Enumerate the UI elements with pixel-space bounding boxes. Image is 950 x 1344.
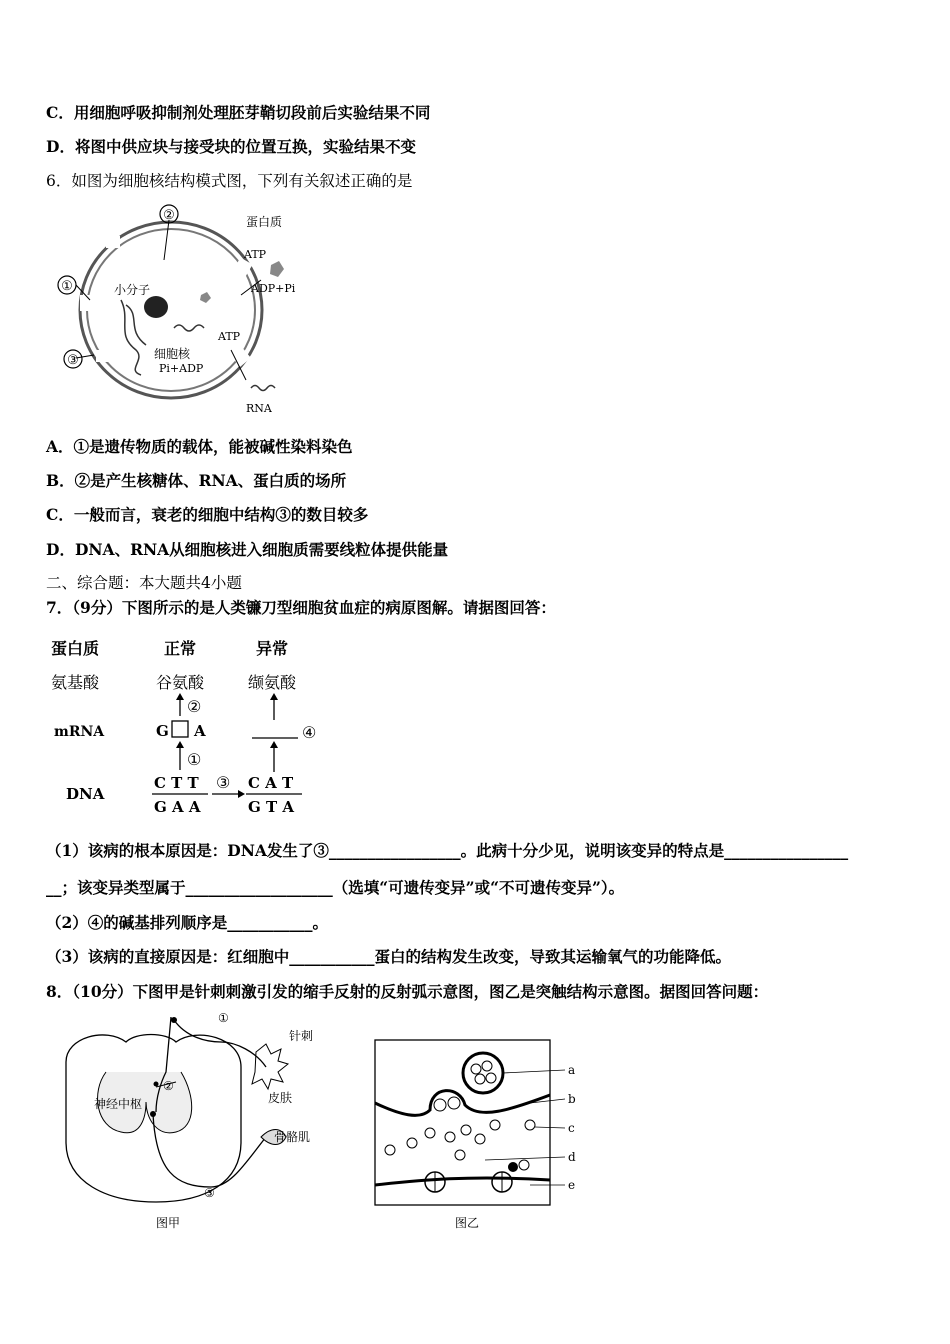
q7-part1-line2: __；该变异类型属于___________________（选填“可遗传变异”或“不可遗传变异”）。 bbox=[46, 878, 625, 897]
sickle-label-1: ① bbox=[187, 750, 202, 769]
reflex-label-3: ③ bbox=[204, 1186, 215, 1200]
synapse-label-a: a bbox=[568, 1063, 576, 1077]
q6-option-a: A．①是遗传物质的载体，能被碱性染料染色 bbox=[46, 437, 353, 456]
muscle-label: 骨骼肌 bbox=[274, 1130, 311, 1144]
nucleus-label: 细胞核 bbox=[154, 347, 191, 361]
q7-part2: （2）④的碱基排列顺序是___________。 bbox=[46, 913, 329, 932]
reflex-label-2: ② bbox=[163, 1079, 174, 1093]
synapse-caption: 图乙 bbox=[455, 1216, 480, 1230]
atp-bottom-label: ATP bbox=[218, 330, 241, 343]
q6-option-c: C．一般而言，衰老的细胞中结构③的数目较多 bbox=[46, 505, 369, 524]
normal-amino: 谷氨酸 bbox=[156, 673, 205, 692]
nucleus-label-3: ③ bbox=[67, 353, 79, 368]
pi-adp-label: Pi+ADP bbox=[159, 362, 204, 375]
reflex-label-1: ① bbox=[218, 1012, 229, 1025]
mrna-g: G bbox=[156, 722, 169, 740]
atp-top-label: ATP bbox=[244, 248, 267, 261]
small-molecule-label: 小分子 bbox=[114, 283, 151, 297]
option-d-prev: D．将图中供应块与接受块的位置互换，实验结果不变 bbox=[46, 137, 416, 156]
mrna-a: A bbox=[194, 722, 206, 740]
q7-part3: （3）该病的直接原因是：红细胞中___________蛋白的结构发生改变，导致其运输氧气的功能降低。 bbox=[46, 947, 732, 966]
normal-dna-bottom: G A A bbox=[154, 798, 201, 816]
abnormal-dna-top: C A T bbox=[248, 774, 294, 792]
row-mrna: mRNA bbox=[54, 724, 105, 740]
col-protein: 蛋白质 bbox=[51, 639, 100, 658]
skin-label: 皮肤 bbox=[268, 1091, 293, 1105]
sickle-cell-diagram bbox=[46, 632, 346, 822]
nucleus-label-2: ② bbox=[163, 208, 175, 223]
row-dna: DNA bbox=[66, 785, 105, 803]
sickle-label-3: ③ bbox=[216, 773, 231, 792]
abnormal-dna-bottom: G T A bbox=[248, 798, 295, 816]
abnormal-amino: 缬氨酸 bbox=[248, 673, 297, 692]
synapse-label-c: c bbox=[568, 1121, 575, 1135]
question-7: 7．（9分）下图所示的是人类镰刀型细胞贫血症的病原图解。请据图回答： bbox=[46, 598, 556, 617]
nucleus-label-1: ① bbox=[61, 279, 73, 294]
sickle-label-2: ② bbox=[187, 697, 202, 716]
question-8: 8．（10分）下图甲是针刺刺激引发的缩手反射的反射弧示意图，图乙是突触结构示意图。据图回答问题： bbox=[46, 982, 769, 1001]
reflex-caption: 图甲 bbox=[156, 1216, 181, 1230]
normal-dna-top: C T T bbox=[154, 774, 199, 792]
center-label: 神经中枢 bbox=[94, 1097, 143, 1111]
synapse-label-b: b bbox=[568, 1092, 576, 1106]
adp-pi-label: ADP+Pi bbox=[251, 282, 296, 295]
q6-option-b: B．②是产生核糖体、RNA、蛋白质的场所 bbox=[46, 471, 347, 490]
synapse-diagram bbox=[370, 1035, 590, 1235]
question-6: 6．如图为细胞核结构模式图，下列有关叙述正确的是 bbox=[46, 172, 413, 190]
col-abnormal: 异常 bbox=[256, 639, 289, 658]
row-amino: 氨基酸 bbox=[51, 673, 100, 692]
nucleolus-shape bbox=[144, 296, 168, 318]
needle-label: 针刺 bbox=[289, 1029, 314, 1043]
q7-part1-line1: （1）该病的根本原因是：DNA发生了③_________________。此病十分少见，说明该变异的特点是________________ bbox=[46, 841, 849, 860]
reflex-arc-diagram bbox=[46, 1012, 346, 1232]
option-c-prev: C．用细胞呼吸抑制剂处理胚芽鞘切段前后实验结果不同 bbox=[46, 103, 431, 122]
nucleus-diagram bbox=[46, 200, 336, 420]
col-normal: 正常 bbox=[164, 639, 197, 658]
q6-option-d: D．DNA、RNA从细胞核进入细胞质需要线粒体提供能量 bbox=[46, 540, 449, 559]
synapse-label-e: e bbox=[568, 1178, 576, 1192]
protein-label: 蛋白质 bbox=[246, 215, 283, 229]
sickle-label-4: ④ bbox=[302, 723, 317, 742]
section-2-heading: 二、综合题：本大题共4小题 bbox=[46, 574, 242, 592]
synapse-label-d: d bbox=[568, 1150, 576, 1164]
rna-label: RNA bbox=[246, 402, 272, 415]
